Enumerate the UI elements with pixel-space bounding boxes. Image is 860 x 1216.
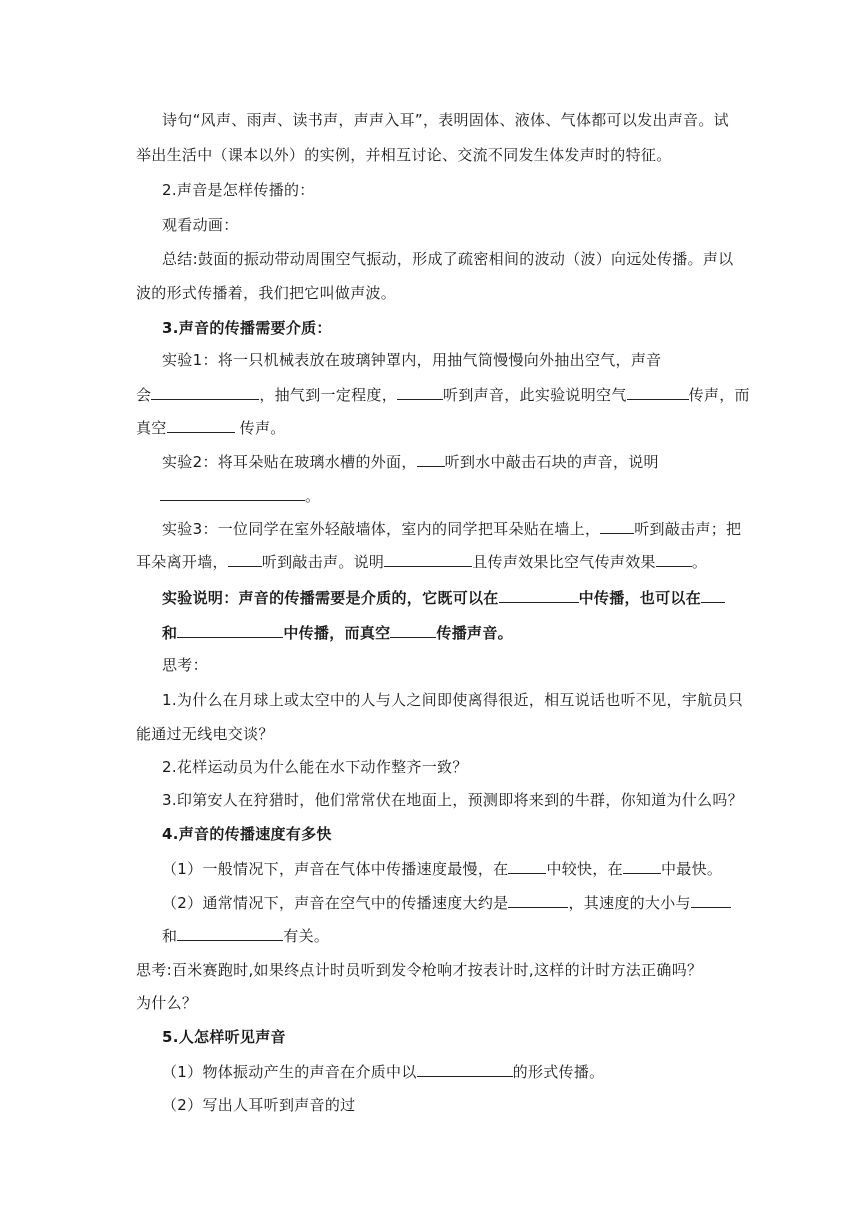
text-watch-animation: 观看动画：: [162, 216, 239, 234]
fill-blank[interactable]: [508, 892, 568, 908]
fill-blank[interactable]: [656, 551, 692, 567]
hearing-item-2: （2）写出人耳听到声音的过: [162, 1096, 356, 1114]
fill-blank[interactable]: [623, 858, 661, 874]
question-3: 3.印第安人在狩猎时，他们常常伏在地面上，预测即将来到的牛群，你知道为什么吗？: [162, 791, 744, 809]
hearing-item-1: （1）物体振动产生的声音在介质中以 的形式传播。: [162, 1063, 605, 1081]
think-race-line-1: 思考:百米赛跑时,如果终点计时员听到发令枪响才按表计时,这样的计时方法正确吗？: [136, 961, 703, 979]
fill-blank[interactable]: [627, 384, 689, 400]
question-1-line-1: 1.为什么在月球上或太空中的人与人之间即使离得很近，相互说话也听不见，宇航员只: [162, 691, 744, 709]
fill-blank[interactable]: [228, 551, 262, 567]
paragraph-poem-line-1: 诗句“风声、雨声、读书声，声声入耳”，表明固体、液体、气体都可以发出声音。试: [162, 111, 729, 129]
question-2: 2.花样运动员为什么能在水下动作整齐一致？: [162, 758, 468, 776]
paragraph-poem-line-2: 举出生活中（课本以外）的实例，并相互讨论、交流不同发生体发声时的特征。: [136, 146, 672, 164]
fill-blank[interactable]: [600, 518, 634, 534]
fill-blank[interactable]: [701, 587, 725, 603]
experiment-1-line-3: 真空 传声。: [136, 419, 286, 437]
summary-line-2: 波的形式传播着，我们把它叫做声波。: [136, 284, 397, 302]
fill-blank[interactable]: [397, 384, 443, 400]
summary-line-1: 总结:鼓面的振动带动周围空气振动，形成了疏密相间的波动（波）向远处传播。声以: [162, 250, 734, 268]
fill-blank[interactable]: [177, 622, 283, 638]
fill-blank[interactable]: [384, 551, 472, 567]
fill-blank[interactable]: [151, 384, 259, 400]
speed-item-2-line-2: 和 有关。: [162, 927, 330, 945]
fill-blank[interactable]: [417, 451, 445, 467]
fill-blank[interactable]: [390, 622, 436, 638]
fill-blank[interactable]: [508, 858, 546, 874]
experiment-1-line-1: 实验1：将一只机械表放在玻璃钟罩内，用抽气筒慢慢向外抽出空气，声音: [162, 351, 662, 369]
experiment-conclusion-line-1: 实验说明：声音的传播需要是介质的，它既可以在 中传播，也可以在: [162, 587, 725, 608]
fill-blank[interactable]: [160, 485, 305, 501]
heading-medium-required: 3.声音的传播需要介质：: [162, 319, 332, 337]
fill-blank[interactable]: [499, 587, 579, 603]
experiment-3-line-1: 实验3：一位同学在室外轻敲墙体，室内的同学把耳朵贴在墙上， 听到敲击声；把: [162, 520, 742, 538]
experiment-2-line-1: 实验2：将耳朵贴在玻璃水槽的外面， 听到水中敲击石块的声音，说明: [162, 453, 659, 471]
heading-sound-propagation: 2.声音是怎样传播的：: [162, 181, 315, 199]
speed-item-2-line-1: （2）通常情况下，声音在空气中的传播速度大约是 ，其速度的大小与: [162, 892, 731, 913]
experiment-1-line-2: 会 ，抽气到一定程度， 听到声音，此实验说明空气 传声，而: [136, 386, 750, 404]
think-race-line-2: 为什么？: [136, 994, 198, 1012]
fill-blank[interactable]: [177, 925, 283, 941]
speed-item-1: （1）一般情况下，声音在气体中传播速度最慢，在 中较快，在 中最快。: [162, 860, 723, 878]
heading-sound-speed: 4.声音的传播速度有多快: [162, 825, 332, 843]
fill-blank[interactable]: [167, 417, 235, 433]
experiment-2-line-2: 。: [160, 485, 320, 506]
experiment-3-line-2: 耳朵离开墙， 听到敲击声。说明 且传声效果比空气传声效果 。: [136, 553, 708, 571]
fill-blank[interactable]: [691, 892, 731, 908]
heading-how-we-hear: 5.人怎样听见声音: [162, 1028, 286, 1046]
think-heading: 思考：: [162, 656, 208, 674]
fill-blank[interactable]: [417, 1061, 513, 1077]
experiment-conclusion-line-2: 和 中传播，而真空 传播声音。: [162, 624, 513, 642]
question-1-line-2: 能通过无线电交谈？: [136, 725, 274, 743]
